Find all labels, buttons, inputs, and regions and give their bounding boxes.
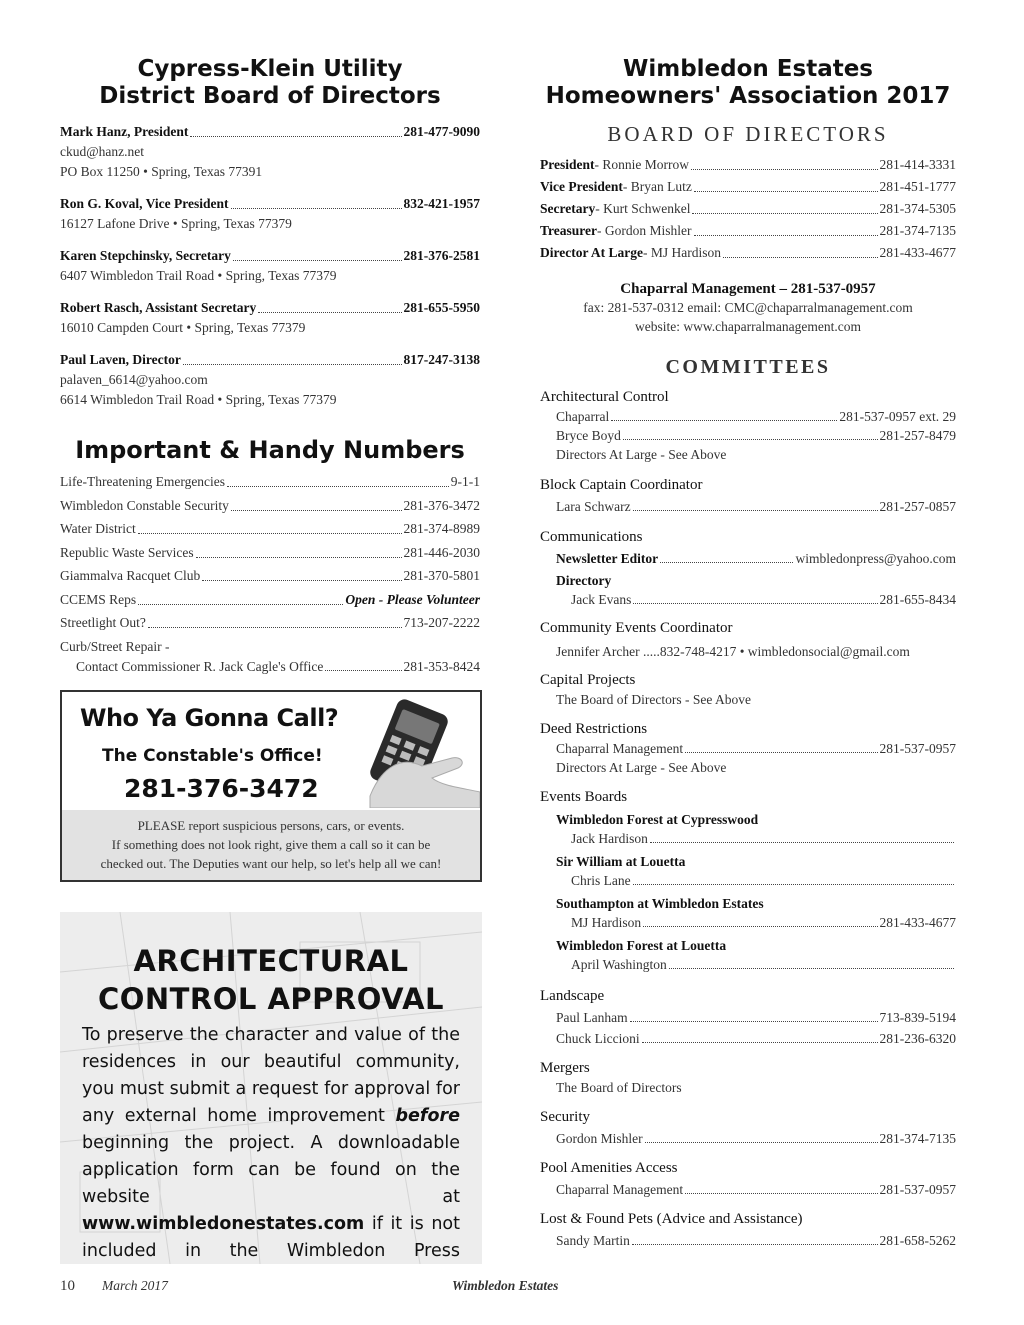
utility-directors-list — [60, 122, 480, 410]
committee-title: Mergers — [540, 1060, 590, 1076]
committee-title: Security — [540, 1109, 590, 1125]
committee-note: Directors At Large - See Above — [556, 760, 727, 775]
committees-heading: COMMITTEES — [665, 356, 831, 378]
committee-row: Chuck Liccioni 281-236-6320 — [556, 1031, 956, 1046]
committee-title: Architectural Control — [540, 389, 669, 405]
number-row: Water District 281-374-8989 — [60, 521, 480, 536]
phone-in-hand-icon — [362, 696, 482, 808]
committee-row: Jennifer Archer .....832-748-4217 • wimbledonsocial@gmail.com — [556, 644, 910, 659]
committee-title: Capital Projects — [540, 672, 636, 688]
left-column — [60, 56, 480, 676]
arch-approval-title: ARCHITECTURAL CONTROL APPROVAL — [97, 944, 445, 1016]
committee-row: Gordon Mishler 281-374-7135 — [556, 1131, 956, 1146]
board-row: Vice President - Bryan Lutz 281-451-1777 — [540, 179, 956, 194]
publication-name: Wimbledon Estates — [452, 1278, 559, 1293]
number-row: Streetlight Out? 713-207-2222 — [60, 615, 480, 630]
committee-row: Paul Lanham 713-839-5194 — [556, 1010, 956, 1025]
director-entry: Paul Laven, Director 817-247-3138 palaven_6614@yahoo.com 6614 Wimbledon Trail Road • Spring, Texas 77379 — [60, 352, 480, 407]
number-row: Life-Threatening Emergencies 9-1-1 — [60, 474, 480, 489]
board-list — [540, 155, 956, 263]
board-row: President - Ronnie Morrow 281-414-3331 — [540, 157, 956, 172]
committee-row: MJ Hardison 281-433-4677 — [571, 915, 956, 930]
event-board-name: Wimbledon Forest at Cypresswood — [556, 812, 759, 827]
architectural-approval-box — [60, 912, 482, 1264]
management-contact: fax: 281-537-0312 email: CMC@chaparralmanagement.com — [583, 300, 913, 315]
committee-row: Chaparral Management 281-537-0957 — [556, 741, 956, 756]
committee-title: Community Events Coordinator — [540, 620, 733, 636]
numbers-list — [60, 472, 480, 676]
committee-row: Chaparral Management 281-537-0957 — [556, 1182, 956, 1197]
committee-title: Communications — [540, 529, 643, 545]
committee-row: Sandy Martin 281-658-5262 — [556, 1233, 956, 1248]
event-board-name: Sir William at Louetta — [556, 854, 686, 869]
curb-repair-contact: Contact Commissioner R. Jack Cagle's Office 281-353-8424 — [76, 658, 480, 674]
constable-callout-box — [60, 690, 482, 882]
director-entry: Mark Hanz, President 281-477-9090 ckud@hanz.net PO Box 11250 • Spring, Texas 77391 — [60, 124, 480, 179]
page-number: 10 — [60, 1278, 75, 1294]
committee-row: Chris Lane — [540, 871, 956, 890]
number-row: Republic Waste Services 281-446-2030 — [60, 544, 480, 560]
committee-row: Newsletter Editor wimbledonpress@yahoo.com — [556, 551, 956, 566]
management-title: Chaparral Management – 281-537-0957 — [620, 281, 876, 297]
committee-title: Deed Restrictions — [540, 721, 648, 737]
director-entry: Ron G. Koval, Vice President 832-421-1957 16127 Lafone Drive • Spring, Texas 77379 — [60, 196, 480, 231]
event-board-name: Southampton at Wimbledon Estates — [556, 896, 764, 911]
committee-row: Lara Schwarz 281-257-0857 — [556, 499, 956, 514]
committee-note: Directors At Large - See Above — [556, 447, 727, 462]
director-entry: Robert Rasch, Assistant Secretary 281-655-5950 16010 Campden Court • Spring, Texas 77379 — [60, 300, 480, 335]
committees-list — [540, 387, 956, 1250]
board-heading: BOARD OF DIRECTORS — [607, 122, 889, 146]
committee-title: Pool Amenities Access — [540, 1160, 678, 1176]
number-row: Wimbledon Constable Security 281-376-3472 — [60, 497, 480, 513]
callout-message: PLEASE report suspicious persons, cars, or events. If something does not look right, give them a call so it can be checked out. The Deputies want our help, so let's help all we can! — [62, 810, 480, 880]
director-entry: Karen Stepchinsky, Secretary 281-376-2581 6407 Wimbledon Trail Road • Spring, Texas 77379 — [60, 248, 480, 283]
curb-repair-row: Curb/Street Repair - — [60, 638, 170, 654]
board-row: Treasurer - Gordon Mishler 281-374-7135 — [540, 223, 956, 238]
committee-title: Events Boards — [540, 789, 628, 805]
issue-date: March 2017 — [102, 1278, 168, 1293]
committee-row: The Board of Directors — [556, 1080, 682, 1095]
committee-row: Jack Hardison — [540, 829, 956, 848]
committee-title: Lost & Found Pets (Advice and Assistance) — [540, 1211, 803, 1227]
numbers-title: Important & Handy Numbers — [75, 436, 465, 464]
board-row: Director At Large - MJ Hardison 281-433-4677 — [540, 245, 956, 260]
website-link[interactable]: www.wimbledonestates.com — [82, 1214, 365, 1234]
committee-title: Block Captain Coordinator — [540, 477, 703, 493]
committee-row: Bryce Boyd 281-257-8479 — [556, 428, 956, 443]
utility-board-title: Cypress-Klein Utility District Board of Directors — [99, 56, 441, 109]
number-row: CCEMS Reps Open - Please Volunteer — [60, 591, 480, 607]
management-website: website: www.chaparralmanagement.com — [635, 319, 861, 334]
right-column — [540, 56, 956, 1250]
callout-phone: 281-376-3472 — [124, 774, 319, 803]
committee-row: The Board of Directors - See Above — [556, 692, 751, 707]
committee-title: Landscape — [540, 988, 605, 1004]
arch-approval-body: To preserve the character and value of the residences in our beautiful community, you must submit a request for approval for any external home improvement before beginning the project. A downloadable application form can be found on the website at www.wimbledonestates.com if it is not included in the Wimbledon Press — [82, 1025, 460, 1261]
committee-row: Jack Evans 281-655-8434 — [571, 592, 956, 607]
committee-row: Chaparral 281-537-0957 ext. 29 — [556, 409, 956, 424]
committee-row: April Washington — [540, 955, 956, 974]
hoa-title: Wimbledon Estates Homeowners' Association 2017 — [545, 56, 951, 109]
committee-subtitle: Directory — [556, 573, 612, 588]
board-row: Secretary - Kurt Schwenkel 281-374-5305 — [540, 201, 956, 216]
number-row: Giammalva Racquet Club 281-370-5801 — [60, 568, 480, 583]
callout-subtitle: The Constable's Office! — [102, 746, 323, 766]
event-board-name: Wimbledon Forest at Louetta — [556, 938, 727, 953]
callout-title: Who Ya Gonna Call? — [80, 704, 339, 732]
